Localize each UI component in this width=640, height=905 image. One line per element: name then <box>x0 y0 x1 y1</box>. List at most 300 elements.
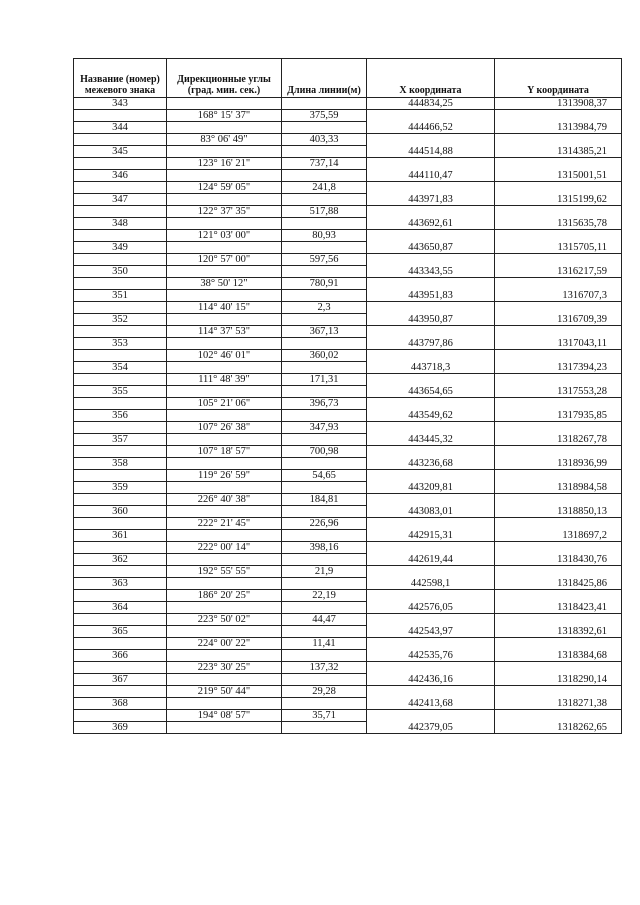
table-row <box>74 686 622 698</box>
table-row <box>74 602 622 614</box>
y-coordinate: 1316709,39 <box>495 314 622 326</box>
empty-cell <box>282 506 367 518</box>
point-name: 364 <box>74 602 167 614</box>
table-row <box>74 254 622 266</box>
empty-cell <box>282 578 367 590</box>
line-length: 21,9 <box>282 566 367 578</box>
empty-cell <box>74 494 167 506</box>
y-coordinate: 1318423,41 <box>495 602 622 614</box>
empty-cell <box>367 566 495 578</box>
line-length: 22,19 <box>282 590 367 602</box>
empty-cell <box>74 638 167 650</box>
table-row <box>74 542 622 554</box>
table-row <box>74 110 622 122</box>
y-coordinate: 1313984,79 <box>495 122 622 134</box>
line-length: 367,13 <box>282 326 367 338</box>
boundary-coordinates-table <box>73 58 622 734</box>
direction-angle: 123° 16' 21" <box>167 158 282 170</box>
direction-angle: 226° 40' 38" <box>167 494 282 506</box>
x-coordinate: 443650,87 <box>367 242 495 254</box>
table-row <box>74 194 622 206</box>
table-row <box>74 170 622 182</box>
empty-cell <box>167 722 282 734</box>
empty-cell <box>495 470 622 482</box>
table-header-row <box>74 59 622 98</box>
empty-cell <box>495 374 622 386</box>
empty-cell <box>367 110 495 122</box>
direction-angle: 219° 50' 44" <box>167 686 282 698</box>
empty-cell <box>282 98 367 110</box>
y-coordinate: 1318425,86 <box>495 578 622 590</box>
point-name: 352 <box>74 314 167 326</box>
empty-cell <box>367 230 495 242</box>
table-body <box>74 98 622 734</box>
line-length: 737,14 <box>282 158 367 170</box>
table-row <box>74 230 622 242</box>
direction-angle: 102° 46' 01" <box>167 350 282 362</box>
empty-cell <box>282 266 367 278</box>
x-coordinate: 442413,68 <box>367 698 495 710</box>
x-coordinate: 443549,62 <box>367 410 495 422</box>
direction-angle: 38° 50' 12" <box>167 278 282 290</box>
empty-cell <box>167 242 282 254</box>
empty-cell <box>495 686 622 698</box>
line-length: 780,91 <box>282 278 367 290</box>
point-name: 358 <box>74 458 167 470</box>
direction-angle: 114° 37' 53" <box>167 326 282 338</box>
x-coordinate: 443445,32 <box>367 434 495 446</box>
x-coordinate: 442619,44 <box>367 554 495 566</box>
empty-cell <box>367 254 495 266</box>
empty-cell <box>74 254 167 266</box>
empty-cell <box>167 98 282 110</box>
table-row <box>74 650 622 662</box>
empty-cell <box>282 362 367 374</box>
line-length: 171,31 <box>282 374 367 386</box>
empty-cell <box>495 638 622 650</box>
x-coordinate: 442576,05 <box>367 602 495 614</box>
empty-cell <box>74 158 167 170</box>
table-row <box>74 494 622 506</box>
header-length: Длина линии(м) <box>282 59 367 98</box>
empty-cell <box>495 230 622 242</box>
line-length: 29,28 <box>282 686 367 698</box>
line-length: 375,59 <box>282 110 367 122</box>
x-coordinate: 443971,83 <box>367 194 495 206</box>
table-row <box>74 134 622 146</box>
empty-cell <box>367 350 495 362</box>
empty-cell <box>167 650 282 662</box>
empty-cell <box>167 290 282 302</box>
empty-cell <box>367 278 495 290</box>
direction-angle: 119° 26' 59" <box>167 470 282 482</box>
point-name: 349 <box>74 242 167 254</box>
point-name: 343 <box>74 98 167 110</box>
empty-cell <box>495 134 622 146</box>
empty-cell <box>282 554 367 566</box>
empty-cell <box>495 542 622 554</box>
empty-cell <box>167 218 282 230</box>
direction-angle: 114° 40' 15" <box>167 302 282 314</box>
empty-cell <box>367 422 495 434</box>
empty-cell <box>495 278 622 290</box>
empty-cell <box>282 242 367 254</box>
empty-cell <box>495 566 622 578</box>
x-coordinate: 443718,3 <box>367 362 495 374</box>
y-coordinate: 1316707,3 <box>495 290 622 302</box>
line-length: 347,93 <box>282 422 367 434</box>
direction-angle: 224° 00' 22" <box>167 638 282 650</box>
empty-cell <box>495 590 622 602</box>
direction-angle: 120° 57' 00" <box>167 254 282 266</box>
table-row <box>74 578 622 590</box>
point-name: 361 <box>74 530 167 542</box>
header-y: Y координата <box>495 59 622 98</box>
empty-cell <box>495 158 622 170</box>
direction-angle: 223° 50' 02" <box>167 614 282 626</box>
line-length: 241,8 <box>282 182 367 194</box>
table-row <box>74 290 622 302</box>
y-coordinate: 1318430,76 <box>495 554 622 566</box>
direction-angle: 83° 06' 49" <box>167 134 282 146</box>
x-coordinate: 444834,25 <box>367 98 495 110</box>
direction-angle: 222° 21' 45" <box>167 518 282 530</box>
y-coordinate: 1318262,65 <box>495 722 622 734</box>
empty-cell <box>282 530 367 542</box>
y-coordinate: 1318936,99 <box>495 458 622 470</box>
empty-cell <box>495 446 622 458</box>
empty-cell <box>495 326 622 338</box>
point-name: 365 <box>74 626 167 638</box>
line-length: 35,71 <box>282 710 367 722</box>
y-coordinate: 1318384,68 <box>495 650 622 662</box>
document-page <box>73 58 621 734</box>
empty-cell <box>74 422 167 434</box>
empty-cell <box>167 458 282 470</box>
empty-cell <box>367 494 495 506</box>
empty-cell <box>282 698 367 710</box>
table-row <box>74 446 622 458</box>
empty-cell <box>74 374 167 386</box>
table-row <box>74 158 622 170</box>
empty-cell <box>167 410 282 422</box>
table-row <box>74 506 622 518</box>
empty-cell <box>495 254 622 266</box>
y-coordinate: 1318850,13 <box>495 506 622 518</box>
point-name: 360 <box>74 506 167 518</box>
empty-cell <box>495 206 622 218</box>
x-coordinate: 443797,86 <box>367 338 495 350</box>
line-length: 700,98 <box>282 446 367 458</box>
line-length: 226,96 <box>282 518 367 530</box>
line-length: 184,81 <box>282 494 367 506</box>
empty-cell <box>367 134 495 146</box>
point-name: 363 <box>74 578 167 590</box>
point-name: 345 <box>74 146 167 158</box>
table-row <box>74 326 622 338</box>
table-row <box>74 722 622 734</box>
empty-cell <box>495 494 622 506</box>
empty-cell <box>495 302 622 314</box>
empty-cell <box>74 230 167 242</box>
empty-cell <box>367 662 495 674</box>
empty-cell <box>495 110 622 122</box>
y-coordinate: 1318984,58 <box>495 482 622 494</box>
y-coordinate: 1318267,78 <box>495 434 622 446</box>
point-name: 351 <box>74 290 167 302</box>
empty-cell <box>167 602 282 614</box>
empty-cell <box>367 158 495 170</box>
line-length: 360,02 <box>282 350 367 362</box>
empty-cell <box>167 530 282 542</box>
x-coordinate: 443950,87 <box>367 314 495 326</box>
empty-cell <box>74 518 167 530</box>
line-length: 137,32 <box>282 662 367 674</box>
empty-cell <box>74 182 167 194</box>
empty-cell <box>167 674 282 686</box>
empty-cell <box>495 518 622 530</box>
empty-cell <box>74 542 167 554</box>
y-coordinate: 1315635,78 <box>495 218 622 230</box>
empty-cell <box>282 386 367 398</box>
point-name: 356 <box>74 410 167 422</box>
empty-cell <box>167 554 282 566</box>
table-row <box>74 206 622 218</box>
direction-angle: 111° 48' 39" <box>167 374 282 386</box>
x-coordinate: 443951,83 <box>367 290 495 302</box>
empty-cell <box>167 362 282 374</box>
table-row <box>74 590 622 602</box>
x-coordinate: 443209,81 <box>367 482 495 494</box>
empty-cell <box>74 710 167 722</box>
empty-cell <box>367 590 495 602</box>
x-coordinate: 443343,55 <box>367 266 495 278</box>
x-coordinate: 443083,01 <box>367 506 495 518</box>
empty-cell <box>367 206 495 218</box>
line-length: 403,33 <box>282 134 367 146</box>
empty-cell <box>74 302 167 314</box>
empty-cell <box>367 446 495 458</box>
table-row <box>74 122 622 134</box>
x-coordinate: 443692,61 <box>367 218 495 230</box>
x-coordinate: 442379,05 <box>367 722 495 734</box>
empty-cell <box>167 626 282 638</box>
x-coordinate: 444466,52 <box>367 122 495 134</box>
y-coordinate: 1315705,11 <box>495 242 622 254</box>
point-name: 346 <box>74 170 167 182</box>
y-coordinate: 1317394,23 <box>495 362 622 374</box>
empty-cell <box>74 614 167 626</box>
empty-cell <box>495 182 622 194</box>
table-row <box>74 302 622 314</box>
x-coordinate: 444110,47 <box>367 170 495 182</box>
empty-cell <box>495 350 622 362</box>
header-x: X координата <box>367 59 495 98</box>
empty-cell <box>167 386 282 398</box>
empty-cell <box>367 686 495 698</box>
header-name: Название (номер) межевого знака <box>74 59 167 98</box>
empty-cell <box>495 710 622 722</box>
table-row <box>74 266 622 278</box>
y-coordinate: 1316217,59 <box>495 266 622 278</box>
point-name: 350 <box>74 266 167 278</box>
line-length: 44,47 <box>282 614 367 626</box>
empty-cell <box>282 338 367 350</box>
y-coordinate: 1315199,62 <box>495 194 622 206</box>
table-row <box>74 518 622 530</box>
table-row <box>74 386 622 398</box>
empty-cell <box>282 410 367 422</box>
empty-cell <box>282 674 367 686</box>
empty-cell <box>282 170 367 182</box>
empty-cell <box>167 482 282 494</box>
empty-cell <box>167 434 282 446</box>
y-coordinate: 1318392,61 <box>495 626 622 638</box>
y-coordinate: 1315001,51 <box>495 170 622 182</box>
point-name: 369 <box>74 722 167 734</box>
direction-angle: 192° 55' 55" <box>167 566 282 578</box>
empty-cell <box>367 326 495 338</box>
y-coordinate: 1317043,11 <box>495 338 622 350</box>
y-coordinate: 1318271,38 <box>495 698 622 710</box>
point-name: 357 <box>74 434 167 446</box>
table-row <box>74 698 622 710</box>
empty-cell <box>495 398 622 410</box>
point-name: 353 <box>74 338 167 350</box>
table-row <box>74 98 622 110</box>
table-row <box>74 662 622 674</box>
x-coordinate: 443236,68 <box>367 458 495 470</box>
empty-cell <box>74 662 167 674</box>
empty-cell <box>74 350 167 362</box>
direction-angle: 222° 00' 14" <box>167 542 282 554</box>
line-length: 11,41 <box>282 638 367 650</box>
direction-angle: 122° 37' 35" <box>167 206 282 218</box>
empty-cell <box>74 470 167 482</box>
point-name: 362 <box>74 554 167 566</box>
empty-cell <box>282 482 367 494</box>
empty-cell <box>367 542 495 554</box>
line-length: 80,93 <box>282 230 367 242</box>
empty-cell <box>74 110 167 122</box>
table-row <box>74 674 622 686</box>
direction-angle: 124° 59' 05" <box>167 182 282 194</box>
table-row <box>74 638 622 650</box>
table-row <box>74 218 622 230</box>
empty-cell <box>74 398 167 410</box>
empty-cell <box>367 614 495 626</box>
x-coordinate: 443654,65 <box>367 386 495 398</box>
table-row <box>74 482 622 494</box>
direction-angle: 105° 21' 06" <box>167 398 282 410</box>
empty-cell <box>74 446 167 458</box>
x-coordinate: 442535,76 <box>367 650 495 662</box>
table-row <box>74 182 622 194</box>
empty-cell <box>282 626 367 638</box>
direction-angle: 107° 26' 38" <box>167 422 282 434</box>
table-row <box>74 362 622 374</box>
y-coordinate: 1317935,85 <box>495 410 622 422</box>
empty-cell <box>167 266 282 278</box>
empty-cell <box>74 590 167 602</box>
empty-cell <box>367 398 495 410</box>
table-row <box>74 434 622 446</box>
empty-cell <box>367 638 495 650</box>
empty-cell <box>495 422 622 434</box>
empty-cell <box>282 722 367 734</box>
empty-cell <box>74 134 167 146</box>
table-row <box>74 350 622 362</box>
empty-cell <box>282 122 367 134</box>
empty-cell <box>167 698 282 710</box>
line-length: 398,16 <box>282 542 367 554</box>
direction-angle: 194° 08' 57" <box>167 710 282 722</box>
empty-cell <box>367 710 495 722</box>
table-row <box>74 530 622 542</box>
table-row <box>74 710 622 722</box>
direction-angle: 186° 20' 25" <box>167 590 282 602</box>
empty-cell <box>367 518 495 530</box>
empty-cell <box>74 278 167 290</box>
empty-cell <box>282 458 367 470</box>
table-row <box>74 338 622 350</box>
direction-angle: 107° 18' 57" <box>167 446 282 458</box>
x-coordinate: 442915,31 <box>367 530 495 542</box>
table-row <box>74 626 622 638</box>
empty-cell <box>167 146 282 158</box>
empty-cell <box>74 326 167 338</box>
empty-cell <box>367 302 495 314</box>
line-length: 597,56 <box>282 254 367 266</box>
empty-cell <box>74 566 167 578</box>
direction-angle: 121° 03' 00" <box>167 230 282 242</box>
empty-cell <box>167 122 282 134</box>
line-length: 517,88 <box>282 206 367 218</box>
table-row <box>74 566 622 578</box>
empty-cell <box>282 194 367 206</box>
empty-cell <box>495 614 622 626</box>
direction-angle: 168° 15' 37" <box>167 110 282 122</box>
table-row <box>74 398 622 410</box>
y-coordinate: 1313908,37 <box>495 98 622 110</box>
point-name: 344 <box>74 122 167 134</box>
table-row <box>74 422 622 434</box>
empty-cell <box>282 314 367 326</box>
line-length: 396,73 <box>282 398 367 410</box>
table-row <box>74 614 622 626</box>
header-angle: Дирекционные углы (град. мин. сек.) <box>167 59 282 98</box>
table-row <box>74 278 622 290</box>
empty-cell <box>167 578 282 590</box>
empty-cell <box>282 602 367 614</box>
empty-cell <box>367 374 495 386</box>
point-name: 355 <box>74 386 167 398</box>
table-row <box>74 146 622 158</box>
empty-cell <box>74 686 167 698</box>
empty-cell <box>282 146 367 158</box>
empty-cell <box>74 206 167 218</box>
empty-cell <box>282 290 367 302</box>
table-row <box>74 314 622 326</box>
line-length: 54,65 <box>282 470 367 482</box>
empty-cell <box>367 470 495 482</box>
table-row <box>74 458 622 470</box>
table-row <box>74 242 622 254</box>
empty-cell <box>167 338 282 350</box>
empty-cell <box>167 506 282 518</box>
point-name: 359 <box>74 482 167 494</box>
y-coordinate: 1317553,28 <box>495 386 622 398</box>
